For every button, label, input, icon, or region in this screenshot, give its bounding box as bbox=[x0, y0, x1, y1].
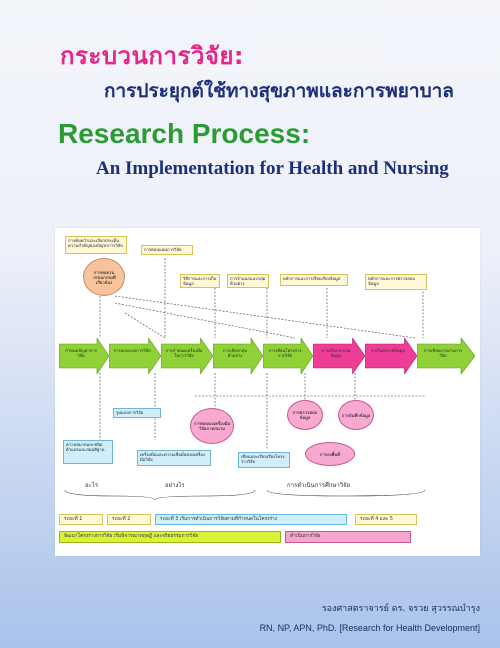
process-arrow bbox=[313, 338, 365, 374]
subtitle-english: An Implementation for Health and Nursing bbox=[96, 158, 449, 179]
research-process-diagram bbox=[55, 228, 480, 556]
stage-how: อย่างไร bbox=[165, 482, 185, 489]
top-box: หลักการและการเรียบเรียงข้อมูล bbox=[280, 274, 348, 286]
process-arrow bbox=[365, 338, 417, 374]
title-english: Research Process: bbox=[58, 118, 311, 149]
process-arrow bbox=[109, 338, 161, 374]
literature-review-oval: การทบทวนวรรณกรรมที่เกี่ยวข้อง bbox=[83, 258, 125, 296]
data-check-oval: การตรวจสอบข้อมูล bbox=[287, 400, 323, 430]
arrow-label: การเขียนรายงานการวิจัย bbox=[423, 348, 463, 358]
phase-2: ระยะที่ 2 bbox=[107, 514, 151, 525]
phase-4-5: ระยะที่ 4 และ 5 bbox=[355, 514, 417, 525]
bottom-box: เขียนและเรียบเรียงโครงร่างวิจัย bbox=[238, 452, 290, 468]
process-arrow bbox=[417, 338, 475, 374]
bottom-box: เครื่องมือและความเชื่อมั่นของเครื่องมือวิจัย bbox=[137, 450, 211, 466]
title-thai: กระบวนการวิจัย: bbox=[60, 42, 245, 70]
arrow-label: การเลือกกลุ่มตัวอย่าง bbox=[222, 348, 248, 358]
arrow-label: กำหนดปัญหาการวิจัย bbox=[65, 348, 97, 358]
process-arrow bbox=[263, 338, 313, 374]
process-arrow bbox=[213, 338, 263, 374]
process-arrow bbox=[161, 338, 213, 374]
stage-conduct: การดำเนินการศึกษาวิจัย bbox=[287, 482, 351, 489]
author-name: รองศาสตราจารย์ ดร. จรวย สุวรรณบำรุง bbox=[321, 604, 480, 614]
top-box: การตอบแผนการวิจัย bbox=[141, 245, 193, 255]
data-record-oval: การบันทึกข้อมูล bbox=[338, 400, 374, 430]
stage-what: อะไร bbox=[85, 482, 99, 489]
phase-1: ระยะที่ 1 bbox=[59, 514, 103, 525]
arrow-label: การวิเคราะห์ข้อมูล bbox=[370, 348, 406, 353]
arrow-label: การออกแบบการวิจัย bbox=[113, 348, 151, 353]
top-box: การค้นคว้าและเลือกประเด็นความสำคัญของปัญหาการวิจัย bbox=[65, 236, 127, 254]
arrow-label: การเขียนโครงร่างการวิจัย bbox=[268, 348, 302, 358]
process-arrow bbox=[59, 338, 109, 374]
arrow-label: การกำหนดเครื่องมือในการวิจัย bbox=[165, 348, 203, 358]
subtitle-thai: การประยุกต์ใช้ทางสุขภาพและการพยาบาล bbox=[104, 80, 454, 102]
arrow-shape bbox=[109, 338, 161, 374]
bottom-box: ความหมายและชนิดตัวแปรและสมมติฐาน bbox=[63, 440, 113, 464]
develop-proposal-bar: พัฒนาโครงร่างการวิจัย เริ่มพิจารณาทฤษฎี และจริยธรรมการวิจัย bbox=[59, 531, 281, 543]
author-credentials: RN, NP, APN, PhD. [Research for Health Development] bbox=[259, 623, 480, 633]
bottom-box: รูปแบบการวิจัย bbox=[113, 408, 161, 418]
top-box: การจำแนกและกลุ่มตัวอย่าง bbox=[227, 274, 269, 288]
conduct-research-bar: ดำเนินการวิจัย bbox=[285, 531, 411, 543]
phase-3: ระยะที่ 3 เริ่มการดำเนินการวิจัยตามที่กำหนดในโครงร่าง bbox=[155, 514, 347, 525]
field-visit-oval: การลงพื้นที่ bbox=[305, 442, 355, 466]
top-box: วิธีการและการเก็บข้อมูล bbox=[180, 274, 220, 288]
top-box: หลักการและการตรวจสอบข้อมูล bbox=[365, 274, 427, 290]
arrow-label: การเก็บรวบรวมข้อมูล bbox=[321, 348, 351, 358]
arrow-shape bbox=[365, 338, 417, 374]
field-test-oval: การทดลองเครื่องมือวิจัยภาคสนาม bbox=[190, 408, 234, 444]
